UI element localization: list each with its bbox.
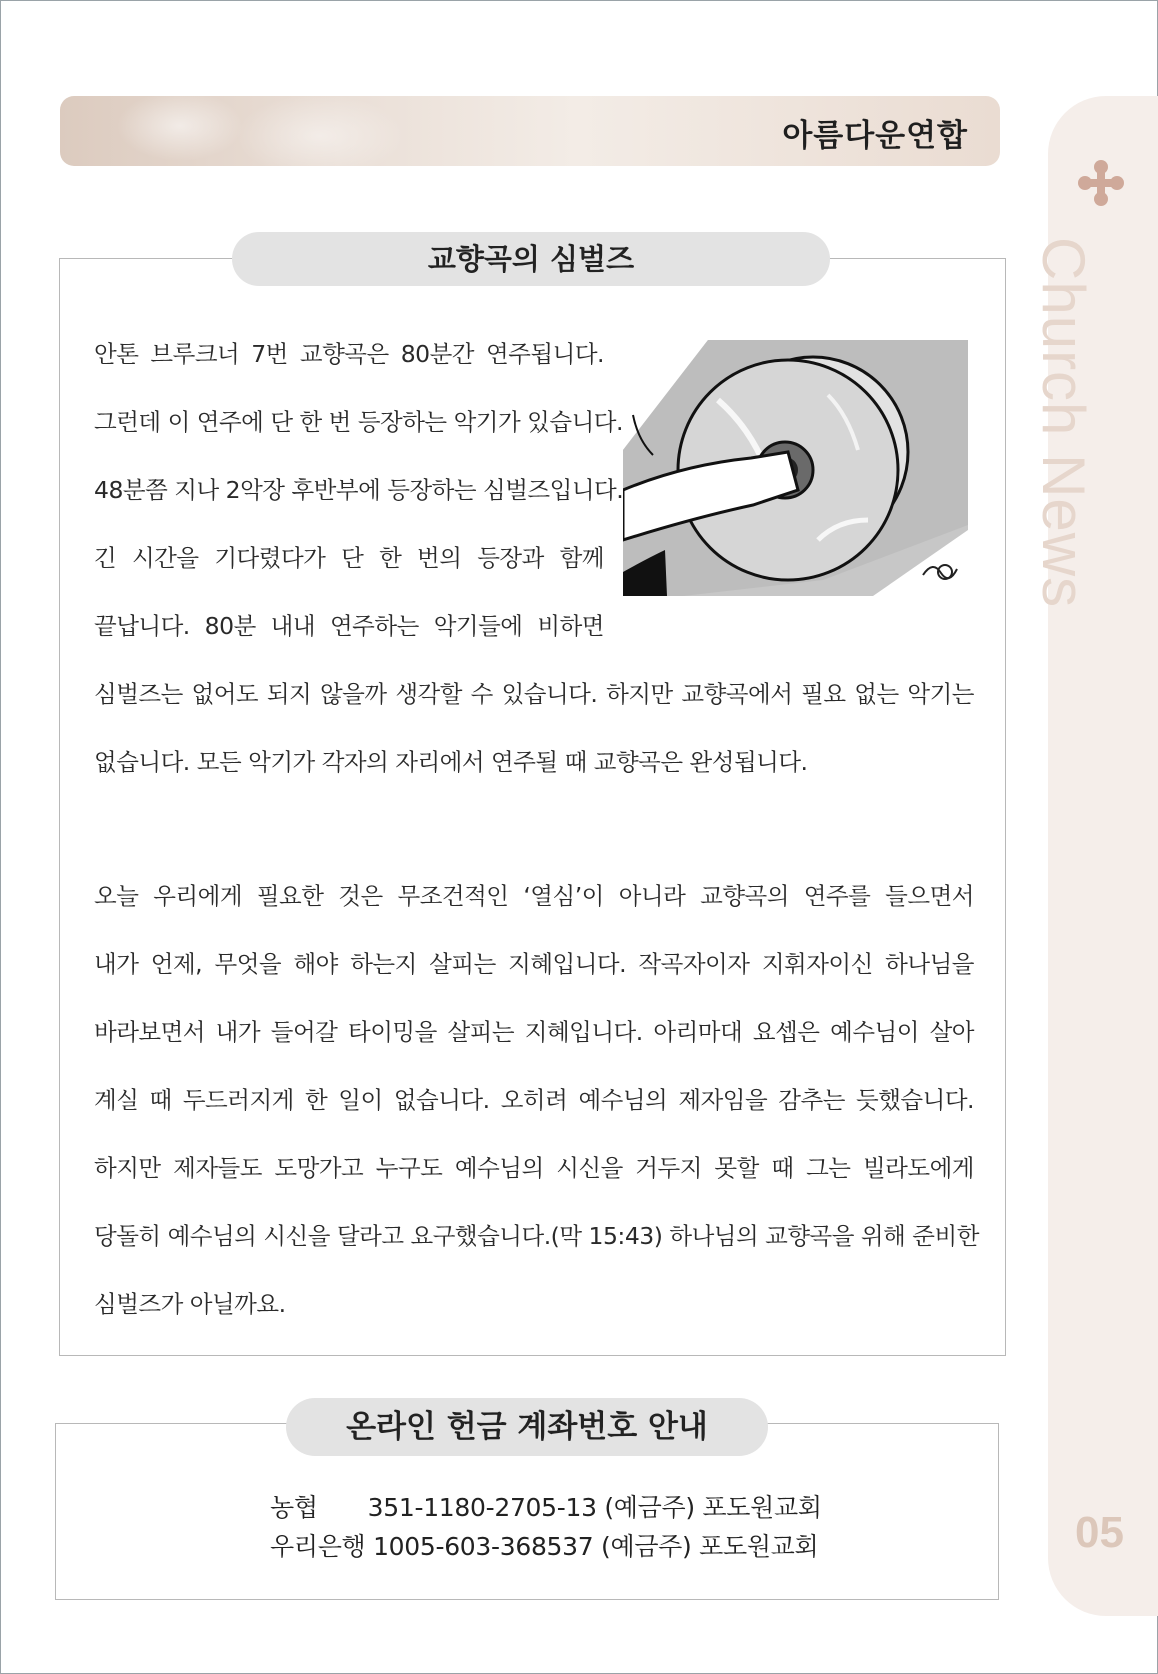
text-line: 하지만 제자들도 도망가고 누구도 예수님의 시신을 거두지 못할 때 그는 빌라도에게 [94,1154,974,1182]
bank-name: 농협 [270,1493,318,1522]
account-detail: 351-1180-2705-13 (예금주) 포도원교회 [367,1493,822,1522]
text-line: 그런데 이 연주에 단 한 번 등장하는 악기가 있습니다. [94,408,623,436]
text-line: 당돌히 예수님의 시신을 달라고 요구했습니다.(막 15:43) 하나님의 교향곡을 위해 준비한 [94,1222,979,1250]
text-line: 바라보면서 내가 들어갈 타이밍을 살피는 지혜입니다. 아리마대 요셉은 예수님이 살아 [94,1018,974,1046]
account-woori [270,1527,818,1563]
article-paragraph-1 [94,320,624,660]
text-line: 안톤 브루크너 7번 교향곡은 80분간 연주됩니다. [94,340,604,368]
text-line: 내가 언제, 무엇을 해야 하는지 살피는 지혜입니다. 작곡자이자 지휘자이신 하나님을 [94,950,974,978]
article-paragraph-2 [94,660,974,796]
header-title: 아름다운연합 [782,118,968,154]
text-line: 오늘 우리에게 필요한 것은 무조건적인 ‘열심’이 아니라 교향곡의 연주를 들으면서 [94,882,974,910]
text-line: 끝납니다. 80분 내내 연주하는 악기들에 비하면 [94,612,604,640]
text-line: 없습니다. 모든 악기가 각자의 자리에서 연주될 때 교향곡은 완성됩니다. [94,748,808,776]
text-line: 48분쯤 지나 2악장 후반부에 등장하는 심벌즈입니다. [94,476,624,504]
side-church-news-label: Church News [1030,237,1097,609]
text-line: 긴 시간을 기다렸다가 단 한 번의 등장과 함께 [94,544,604,572]
header-bar [60,96,1000,166]
text-line: 심벌즈는 없어도 되지 않을까 생각할 수 있습니다. 하지만 교향곡에서 필요 없는 악기는 [94,680,974,708]
article-paragraph-3 [94,862,979,1338]
page-number: 05 [1075,1508,1124,1557]
bank-name: 우리은행 [270,1532,366,1561]
article-title: 교향곡의 심벌즈 [232,232,830,286]
account-nonghyup [270,1488,822,1524]
offering-title: 온라인 헌금 계좌번호 안내 [286,1398,768,1456]
text-line: 심벌즈가 아닐까요. [94,1290,286,1318]
cross-icon [1076,158,1126,208]
cymbals-illustration [623,340,968,596]
account-detail: 1005-603-368537 (예금주) 포도원교회 [373,1532,819,1561]
text-line: 계실 때 두드러지게 한 일이 없습니다. 오히려 예수님의 제자임을 감추는 듯했습니다. [94,1086,974,1114]
